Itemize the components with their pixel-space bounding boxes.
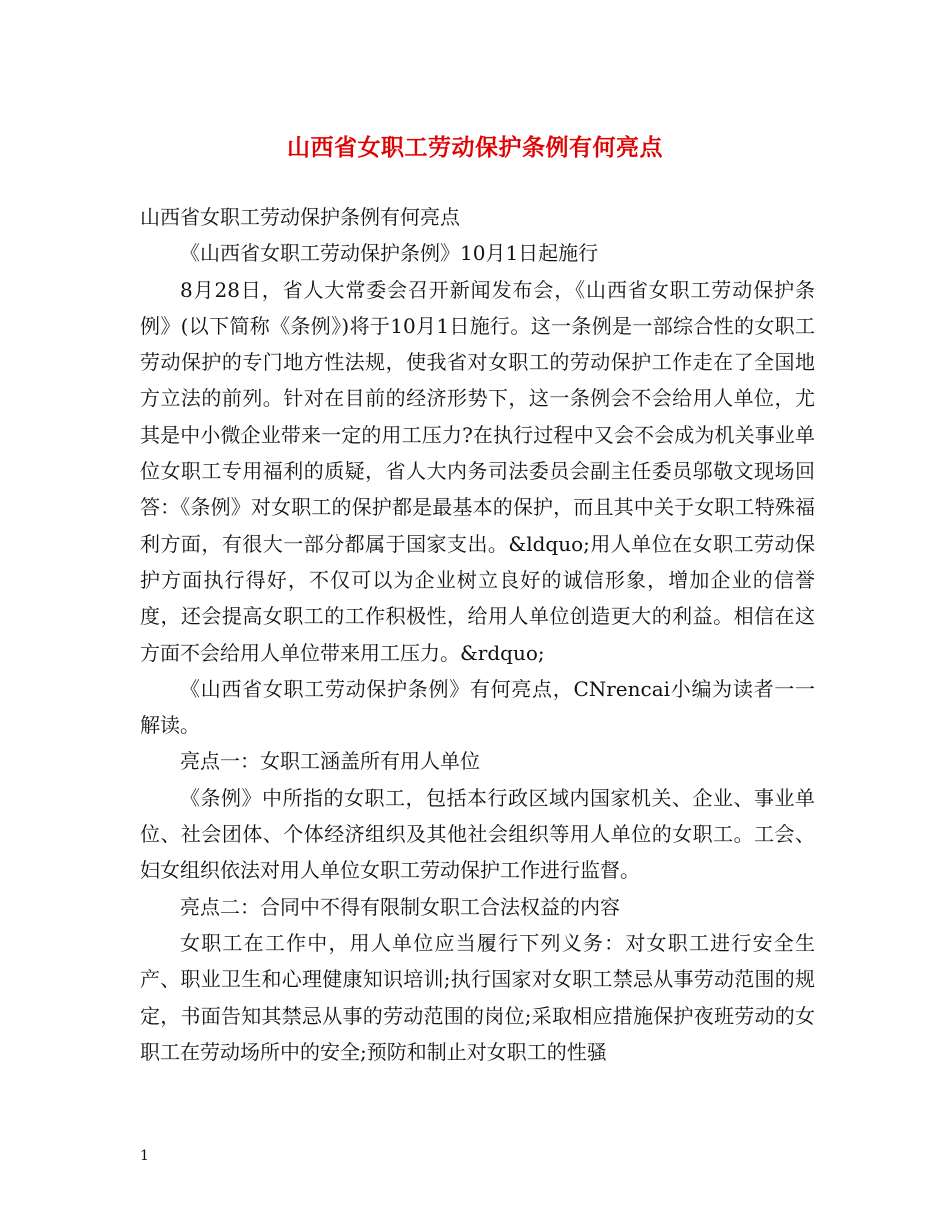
paragraph-press-conference: 8月28日，省人大常委会召开新闻发布会，《山西省女职工劳动保护条例》(以下简称《条例》)将于10月1日施行。这一条例是一部综合性的女职工劳动保护的专门地方性法规，使我省对女职工的劳动保护工作走在了全国地方立法的前列。针对在目前的经济形势下，这一条例会不会给用人单位，尤其是中小微企业带来一定的用工压力?在执行过程中又会不会成为机关事业单位女职工专用福利的质疑，省人大内务司法委员会副主任委员邬敬文现场回答：《条例》对女职工的保护都是最基本的保护，而且其中关于女职工特殊福利方面，有很大一部分都属于国家支出。&ldquo;用人单位在女职工劳动保护方面执行得好，不仅可以为企业树立良好的诚信形象，增加企业的信誉度，还会提高女职工的工作积极性，给用人单位创造更大的利益。相信在这方面不会给用人单位带来用工压力。&rdquo; (140, 277, 815, 665)
document-title: 山西省女职工劳动保护条例有何亮点 (287, 134, 663, 161)
document-body (140, 199, 815, 1070)
paragraph-highlight-one-heading: 亮点一：女职工涵盖所有用人单位 (180, 749, 480, 774)
paragraph-highlight-two-heading: 亮点二：合同中不得有限制女职工合法权益的内容 (180, 894, 620, 919)
paragraph-subtitle: 《山西省女职工劳动保护条例》10月1日起施行 (180, 241, 599, 266)
paragraph-highlight-two-body: 女职工在工作中，用人单位应当履行下列义务：对女职工进行安全生产、职业卫生和心理健康知识培训;执行国家对女职工禁忌从事劳动范围的规定，书面告知其禁忌从事的劳动范围的岗位;采取相应措施保护夜班劳动的女职工在劳动场所中的安全;预防和制止对女职工的性骚 (140, 930, 815, 1064)
paragraph-highlight-one-body: 《条例》中所指的女职工，包括本行政区域内国家机关、企业、事业单位、社会团体、个体经济组织及其他社会组织等用人单位的女职工。工会、妇女组织依法对用人单位女职工劳动保护工作进行监督。 (140, 785, 815, 883)
page-number: 1 (140, 1148, 149, 1164)
paragraph-heading: 山西省女职工劳动保护条例有何亮点 (140, 205, 460, 229)
paragraph-intro: 《山西省女职工劳动保护条例》有何亮点，CNrencai小编为读者一一解读。 (140, 676, 815, 738)
